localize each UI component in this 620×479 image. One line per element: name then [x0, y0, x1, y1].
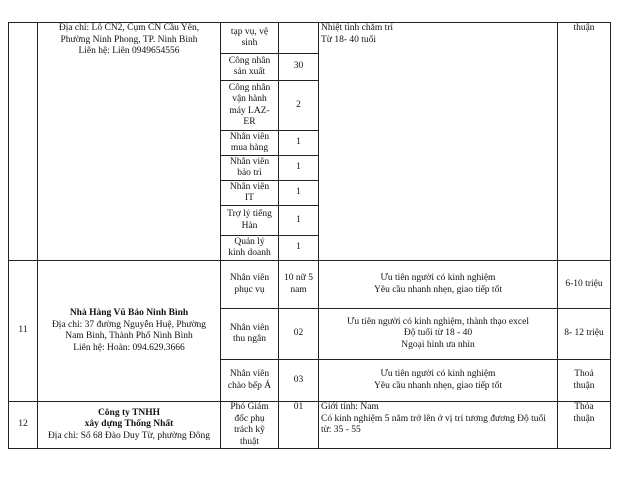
company-cell [38, 402, 221, 449]
position-cell: Trợ lý tiếng Hàn [221, 206, 279, 236]
company-address-line2: Nam Bình, Thành Phố Ninh Bình [65, 331, 193, 341]
row-number-cell: 12 [9, 402, 38, 449]
salary-cell: 8- 12 triệu [558, 309, 611, 360]
quantity-cell: 2 [279, 81, 319, 131]
position-cell: Nhân viên chào bếp Á [221, 360, 279, 402]
company-address: Địa chỉ: Lô CN2, Cụm CN Cầu Yên, [58, 23, 200, 33]
salary-cell: Thỏa thuận [558, 402, 611, 449]
row-number-cell [9, 23, 38, 261]
position-cell: tạp vụ, vệ sinh [221, 23, 279, 54]
position-cell: Công nhân vận hành máy LAZ- ER [221, 81, 279, 131]
company-contact: Liên hệ: Hoàn: 094.629.3666 [73, 342, 185, 353]
requirements-cell: Ưu tiên người có kinh nghiệm Yêu cầu nhanh nhẹn, giao tiếp tốt [319, 261, 558, 309]
company-name: Nhà Hàng Vũ Bảo Ninh Bình [69, 308, 189, 318]
position-cell: Nhân viên IT [221, 181, 279, 206]
quantity-cell: 1 [279, 206, 319, 236]
company-cell [38, 261, 221, 402]
table-row [9, 261, 611, 309]
quantity-cell: 1 [279, 156, 319, 181]
company-name-line2: xây dựng Thống Nhất [84, 419, 174, 430]
salary-cell: 6-10 triệu [558, 261, 611, 309]
quantity-cell: 1 [279, 181, 319, 206]
position-cell: Nhân viên thu ngân [221, 309, 279, 360]
table-row [9, 23, 611, 54]
salary-cell: thuận [558, 23, 611, 261]
salary-cell: Thoả thuận [558, 360, 611, 402]
quantity-cell: 02 [279, 309, 319, 360]
position-cell: Công nhân sản xuất [221, 54, 279, 81]
quantity-cell: 01 [279, 402, 319, 449]
quantity-cell: 10 nữ 5 nam [279, 261, 319, 309]
job-listing-table [8, 22, 611, 449]
quantity-cell [279, 23, 319, 54]
position-cell: Nhân viên bảo trì [221, 156, 279, 181]
row-number-cell: 11 [9, 261, 38, 402]
company-cell [38, 23, 221, 261]
position-cell: Phó Giám đốc phụ trách kỹ thuật [221, 402, 279, 449]
table-row [9, 402, 611, 449]
requirements-cell: Ưu tiên người có kinh nghiệm, thành thạo excel Độ tuổi từ 18 - 40 Ngoại hình ưa nhìn [319, 309, 558, 360]
quantity-cell: 30 [279, 54, 319, 81]
company-contact: Liên hệ: Liên 0949654556 [78, 46, 180, 56]
company-address: Địa chỉ: 37 đường Nguyễn Huệ, Phường [51, 319, 207, 330]
requirements-cell: Giới tính: Nam Có kinh nghiệm 5 năm trở lên ở vị trí tương đương Độ tuổi từ: 35 - 55 [319, 402, 558, 449]
quantity-cell: 1 [279, 236, 319, 261]
requirements-cell: Nhiệt tình chăm trỉ Từ 18- 40 tuổi [319, 23, 558, 261]
company-address-line2: Phường Ninh Phong, TP. Ninh Bình [60, 34, 198, 45]
quantity-cell: 1 [279, 131, 319, 156]
position-cell: Quản lý kinh doanh [221, 236, 279, 261]
company-name: Công ty TNHH [97, 407, 161, 418]
quantity-cell: 03 [279, 360, 319, 402]
company-address: Địa chỉ: Số 68 Đào Duy Từ, phường Đông [47, 430, 211, 441]
requirements-cell: Ưu tiên người có kinh nghiệm Yêu cầu nhanh nhẹn, giao tiếp tốt [319, 360, 558, 402]
position-cell: Nhân viên mua hàng [221, 131, 279, 156]
position-cell: Nhân viên phục vụ [221, 261, 279, 309]
